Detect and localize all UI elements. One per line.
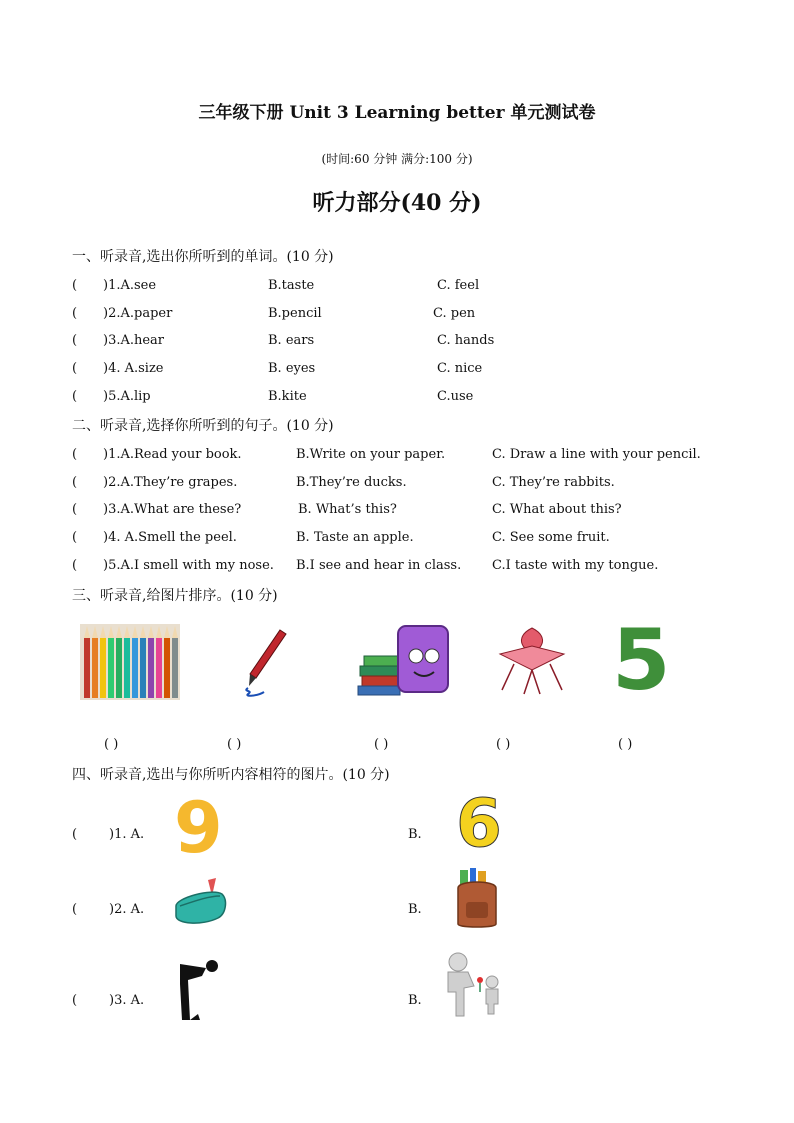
option-b: B. ears	[268, 333, 315, 348]
option-b: B.They’re ducks.	[296, 475, 407, 490]
schoolbag-picture	[454, 868, 500, 930]
option-b: B.kite	[268, 389, 307, 404]
order-blank-2[interactable]: ( )	[227, 737, 242, 752]
option-c: C. They’re rabbits.	[492, 475, 615, 490]
answer-blank[interactable]: (	[72, 475, 78, 490]
section2-label: 二、听录音,选择你所听到的句子。(10 分)	[72, 418, 334, 434]
number-six-picture: 6	[456, 785, 502, 862]
person-foot	[190, 1014, 200, 1020]
answer-blank[interactable]: (	[72, 389, 78, 404]
child-body	[486, 989, 498, 1014]
pencil	[92, 638, 98, 698]
answer-blank[interactable]: (	[72, 902, 78, 917]
option-b: B. eyes	[268, 361, 316, 376]
option-c: C.I taste with my tongue.	[492, 558, 659, 573]
kite-wings	[500, 646, 564, 670]
page-title: 三年级下册 Unit 3 Learning better 单元测试卷	[198, 103, 596, 123]
option-b: B. What’s this?	[298, 502, 397, 517]
option-c: C. hands	[437, 333, 495, 348]
book-red	[362, 676, 402, 686]
pencil-case-picture	[172, 876, 228, 930]
pencil	[124, 638, 130, 698]
question-3: )3. A.	[109, 993, 145, 1008]
option-a: )4. A.size	[103, 361, 164, 376]
flower	[477, 977, 483, 983]
ink-scribble	[246, 688, 264, 696]
number-nine-picture: 9	[174, 787, 223, 869]
book-green	[360, 666, 400, 676]
answer-blank[interactable]: (	[72, 278, 78, 293]
eye-left	[409, 649, 423, 663]
pencil	[156, 638, 162, 698]
pen-body	[250, 630, 286, 678]
option-a: )5.A.I smell with my nose.	[103, 558, 274, 573]
option-a: )3.A.What are these?	[103, 502, 242, 517]
order-blank-5[interactable]: ( )	[618, 737, 633, 752]
adult-head	[449, 953, 467, 971]
pencil	[116, 638, 122, 698]
answer-blank[interactable]: (	[72, 827, 78, 842]
option-a: )2.A.paper	[103, 306, 173, 321]
question-1: )1. A.	[109, 827, 145, 842]
option-c: C.use	[437, 389, 474, 404]
answer-blank[interactable]: (	[72, 333, 78, 348]
option-c: C. What about this?	[492, 502, 622, 517]
answer-blank[interactable]: (	[72, 306, 78, 321]
option-b: B.	[408, 827, 422, 842]
option-c: C. feel	[437, 278, 480, 293]
pencil	[172, 638, 178, 698]
answer-blank[interactable]: (	[72, 993, 78, 1008]
option-a: )5.A.lip	[103, 389, 151, 404]
section4-label: 四、听录音,选出与你所听内容相符的图片。(10 分)	[72, 767, 390, 783]
option-c: C. Draw a line with your pencil.	[492, 447, 701, 462]
option-a: )2.A.They’re grapes.	[103, 475, 238, 490]
option-b: B.pencil	[268, 306, 322, 321]
option-a: )4. A.Smell the peel.	[103, 530, 237, 545]
option-c: C. See some fruit.	[492, 530, 610, 545]
bag-pocket	[466, 902, 488, 918]
answer-blank[interactable]: (	[72, 558, 78, 573]
answer-blank[interactable]: (	[72, 447, 78, 462]
pencil	[100, 638, 106, 698]
option-a: )1.A.see	[103, 278, 157, 293]
bowing-person-picture	[172, 954, 222, 1024]
eye-right	[425, 649, 439, 663]
giving-flowers-picture	[440, 952, 504, 1020]
order-blank-3[interactable]: ( )	[374, 737, 389, 752]
bag-item-green	[460, 870, 468, 884]
colored-pencils-picture	[80, 624, 180, 700]
dictionary-character	[398, 626, 448, 692]
number-five-picture: 5	[612, 611, 671, 709]
kite-picture	[494, 624, 570, 700]
exam-time-score: (时间:60 分钟 满分:100 分)	[321, 152, 473, 166]
option-c: C. nice	[437, 361, 483, 376]
answer-blank[interactable]: (	[72, 502, 78, 517]
order-blank-1[interactable]: ( )	[104, 737, 119, 752]
option-b: B.Write on your paper.	[296, 447, 446, 462]
option-b: B.	[408, 902, 422, 917]
books-picture	[356, 622, 456, 698]
answer-blank[interactable]: (	[72, 361, 78, 376]
book-top	[364, 656, 398, 666]
option-b: B.taste	[268, 278, 315, 293]
pencil	[148, 638, 154, 698]
child-head	[486, 976, 498, 988]
person-body	[180, 964, 206, 1020]
pencil	[132, 638, 138, 698]
option-b: B.I see and hear in class.	[296, 558, 462, 573]
person-head	[206, 960, 218, 972]
question-2: )2. A.	[109, 902, 145, 917]
section-heading: 听力部分(40 分)	[312, 190, 482, 216]
book-blue	[358, 686, 400, 695]
option-a: )3.A.hear	[103, 333, 165, 348]
pencil	[108, 638, 114, 698]
option-b: B. Taste an apple.	[296, 530, 414, 545]
option-b: B.	[408, 993, 422, 1008]
pencil	[140, 638, 146, 698]
option-c: C. pen	[433, 306, 476, 321]
answer-blank[interactable]: (	[72, 530, 78, 545]
pencil	[84, 638, 90, 698]
section1-label: 一、听录音,选出你所听到的单词。(10 分)	[72, 249, 334, 265]
option-a: )1.A.Read your book.	[103, 447, 242, 462]
adult-body	[448, 972, 474, 1016]
pencil	[164, 638, 170, 698]
section3-label: 三、听录音,给图片排序。(10 分)	[72, 588, 278, 604]
order-blank-4[interactable]: ( )	[496, 737, 511, 752]
fountain-pen-picture	[240, 626, 290, 698]
